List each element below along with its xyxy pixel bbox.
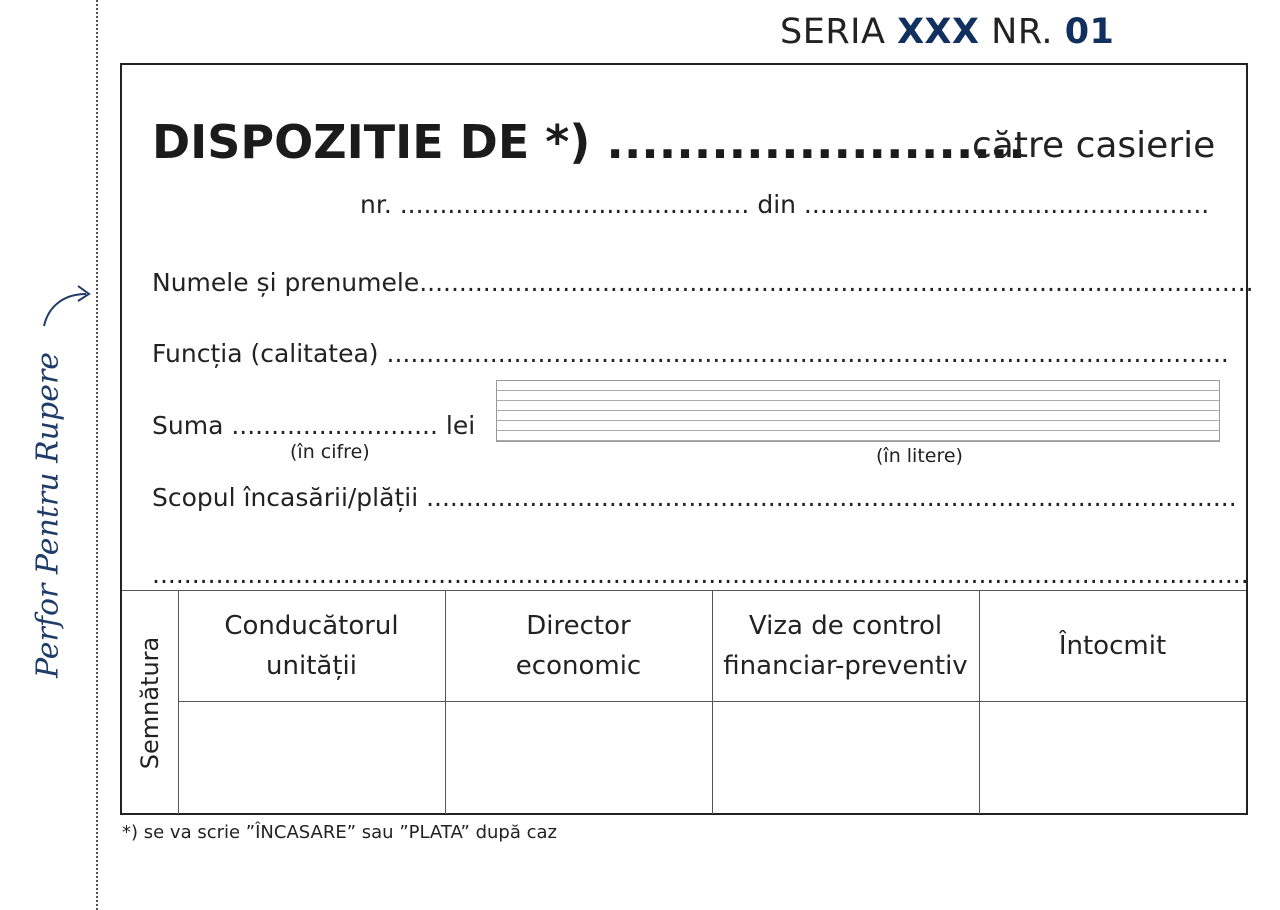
number-label: NR. bbox=[991, 12, 1054, 52]
footnote: *) se va scrie ”ÎNCASARE” sau ”PLATA” după caz bbox=[122, 822, 557, 843]
signature-header: Viza de control financiar-preventiv bbox=[712, 591, 979, 702]
signature-side-label: Semnătura bbox=[136, 636, 164, 770]
sum-in-words-box bbox=[496, 380, 1220, 442]
form-title: DISPOZITIE DE *) ........................ bbox=[152, 115, 1026, 169]
curved-arrow-icon bbox=[40, 280, 96, 330]
number-date-line: nr. ............................................ din ................................................... bbox=[360, 190, 1210, 219]
sum-field: Suma .......................... lei bbox=[152, 411, 476, 440]
name-field: Numele și prenumele......................................................................................................... bbox=[152, 268, 1254, 297]
series-number bbox=[780, 12, 1114, 52]
form-title-suffix: către casierie bbox=[972, 125, 1216, 166]
signature-header: Director economic bbox=[445, 591, 712, 702]
number-value: 01 bbox=[1064, 12, 1115, 52]
perforation-line bbox=[96, 0, 98, 910]
signature-side-column bbox=[122, 591, 179, 814]
signature-cell-control-visa bbox=[712, 591, 980, 814]
payment-order-form bbox=[120, 63, 1254, 815]
perforation-label: Perfor Pentru Rupere bbox=[30, 351, 66, 679]
series-value: XXX bbox=[897, 12, 980, 52]
sum-digits-hint: (în cifre) bbox=[290, 441, 370, 463]
series-label: SERIA bbox=[780, 12, 886, 52]
signature-cell-prepared bbox=[979, 591, 1246, 814]
signature-header: Întocmit bbox=[979, 591, 1246, 702]
signature-cell-manager bbox=[178, 591, 446, 814]
purpose-field-continued: .......................................................................................................................................... bbox=[152, 560, 1249, 589]
sum-words-hint: (în litere) bbox=[876, 445, 963, 467]
function-field: Funcția (calitatea) .......................................................................................................... bbox=[152, 339, 1229, 368]
signature-table bbox=[122, 590, 1246, 814]
purpose-field: Scopul încasării/plății ...................................................................................................... bbox=[152, 483, 1237, 512]
signature-cell-economic-director bbox=[445, 591, 713, 814]
signature-header: Conducătorul unității bbox=[178, 591, 445, 702]
